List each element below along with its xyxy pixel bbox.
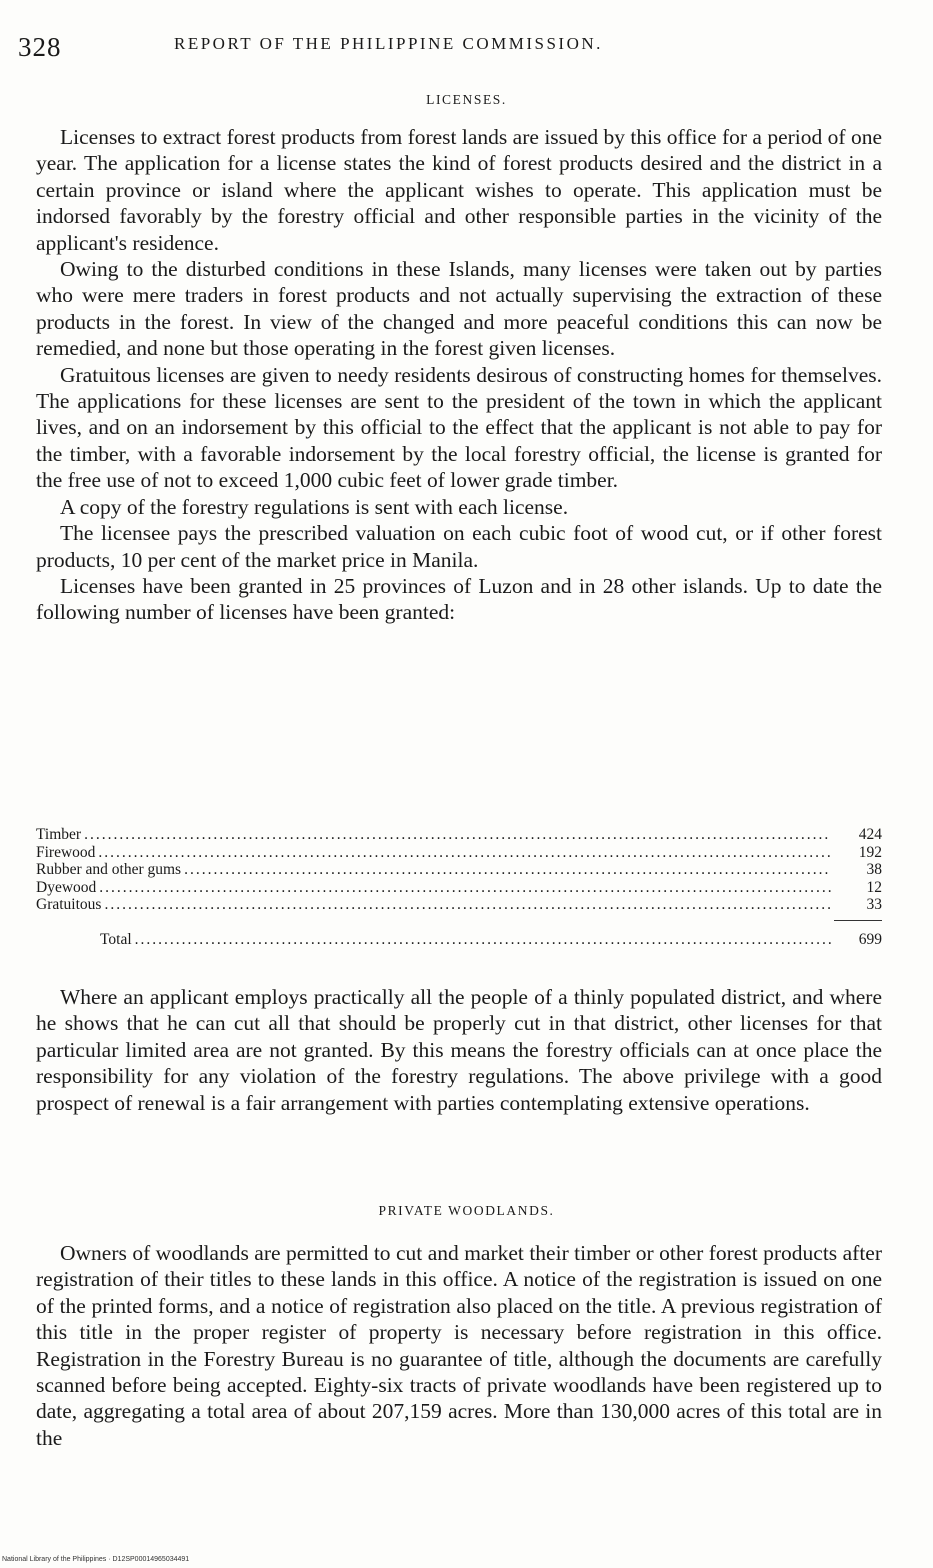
table-row bbox=[36, 861, 882, 879]
dot-leader bbox=[104, 896, 831, 914]
paragraph: A copy of the forestry regulations is sent with each license. bbox=[60, 494, 569, 519]
row-value: 192 bbox=[858, 843, 882, 861]
row-value: 12 bbox=[866, 878, 882, 896]
row-label: Dyewood bbox=[36, 878, 97, 896]
library-footer: National Library of the Philippines · D12SP00014965034491 bbox=[2, 1556, 190, 1563]
table-row bbox=[36, 826, 882, 844]
row-label: Gratuitous bbox=[36, 896, 102, 913]
table-row bbox=[36, 844, 882, 862]
dot-leader bbox=[99, 879, 831, 897]
page-number: 328 bbox=[18, 32, 62, 62]
row-value: 33 bbox=[866, 896, 882, 913]
row-label: Firewood bbox=[36, 843, 96, 861]
total-value: 699 bbox=[858, 930, 882, 948]
private-woodlands-text-block bbox=[36, 1240, 882, 1451]
paragraph: Where an applicant employs practically all the people of a thinly populated district, and where he shows that he can cut all that should be properly cut in that district, other licenses for that particular limited area are not granted. By this means the forestry officials can at once place the responsibility for any violation of the forestry regulations. The above privilege with a good prospect of renewal is a fair arrangement with parties contemplating extensive operations. bbox=[36, 985, 882, 1115]
paragraph: Gratuitous licenses are given to needy residents desirous of constructing homes for themselves. The applications for these licenses are sent to the president of the town in which the applicant lives, and on an indorsement by this official to the effect that the applicant is not able to pay for the timber, with a favorable indorsement by the local forestry official, the license is granted for the free use of not to exceed 1,000 cubic feet of lower grade timber. bbox=[36, 362, 882, 493]
table-total-row bbox=[36, 931, 882, 949]
row-value: 424 bbox=[858, 826, 882, 843]
paragraph: Owners of woodlands are permitted to cut and market their timber or other forest products after registration of their titles to these lands in this office. A notice of the registration is issued on one of the printed forms, and a notice of registration also placed on the title. A previous registration of this title in the proper register of property is necessary before registration in this office. Registration in the Forestry Bureau is no guarantee of title, although the documents are carefully scanned before being accepted. Eighty-six tracts of private woodlands have been registered up to date, aggregating a total area of about 207,159 acres. More than 130,000 acres of this total are in the bbox=[36, 1241, 882, 1450]
row-value: 38 bbox=[866, 861, 882, 878]
dot-leader bbox=[98, 844, 831, 862]
paragraph: Owing to the disturbed conditions in these Islands, many licenses were taken out by parties who were mere traders in forest products and not actually supervising the extraction of these products in the forest. In view of the changed and more peaceful conditions this can now be remedied, and none but those operating in the forest given licenses. bbox=[36, 257, 882, 361]
dot-leader bbox=[135, 931, 831, 949]
section-heading-private-woodlands: PRIVATE WOODLANDS. bbox=[378, 1203, 555, 1218]
paragraph: Licenses have been granted in 25 provinces of Luzon and in 28 other islands. Up to date the following number of licenses have been granted: bbox=[36, 573, 882, 625]
paragraph: The licensee pays the prescribed valuation on each cubic foot of wood cut, or if other forest products, 10 per cent of the market price in Manila. bbox=[36, 521, 882, 572]
paragraph: Licenses to extract forest products from forest lands are issued by this office for a period of one year. The application for a license states the kind of forest products desired and the district in a certain province or island where the applicant wishes to operate. This application must be indorsed favorably by the forestry official and other responsible parties in the vicinity of the applicant's residence. bbox=[36, 125, 882, 255]
licenses-text-block bbox=[36, 124, 882, 626]
dot-leader bbox=[84, 826, 831, 844]
running-head bbox=[18, 28, 898, 68]
table-row bbox=[36, 896, 882, 914]
sum-rule bbox=[834, 920, 882, 921]
section-heading-licenses: LICENSES. bbox=[426, 92, 507, 107]
table-row bbox=[36, 879, 882, 897]
licenses-closing-block bbox=[36, 984, 882, 1116]
row-label: Timber bbox=[36, 826, 82, 843]
license-count-table bbox=[36, 826, 882, 948]
row-label: Rubber and other gums bbox=[36, 861, 182, 878]
total-label: Total bbox=[100, 930, 132, 948]
running-title: REPORT OF THE PHILIPPINE COMMISSION. bbox=[174, 34, 603, 53]
dot-leader bbox=[184, 861, 831, 879]
